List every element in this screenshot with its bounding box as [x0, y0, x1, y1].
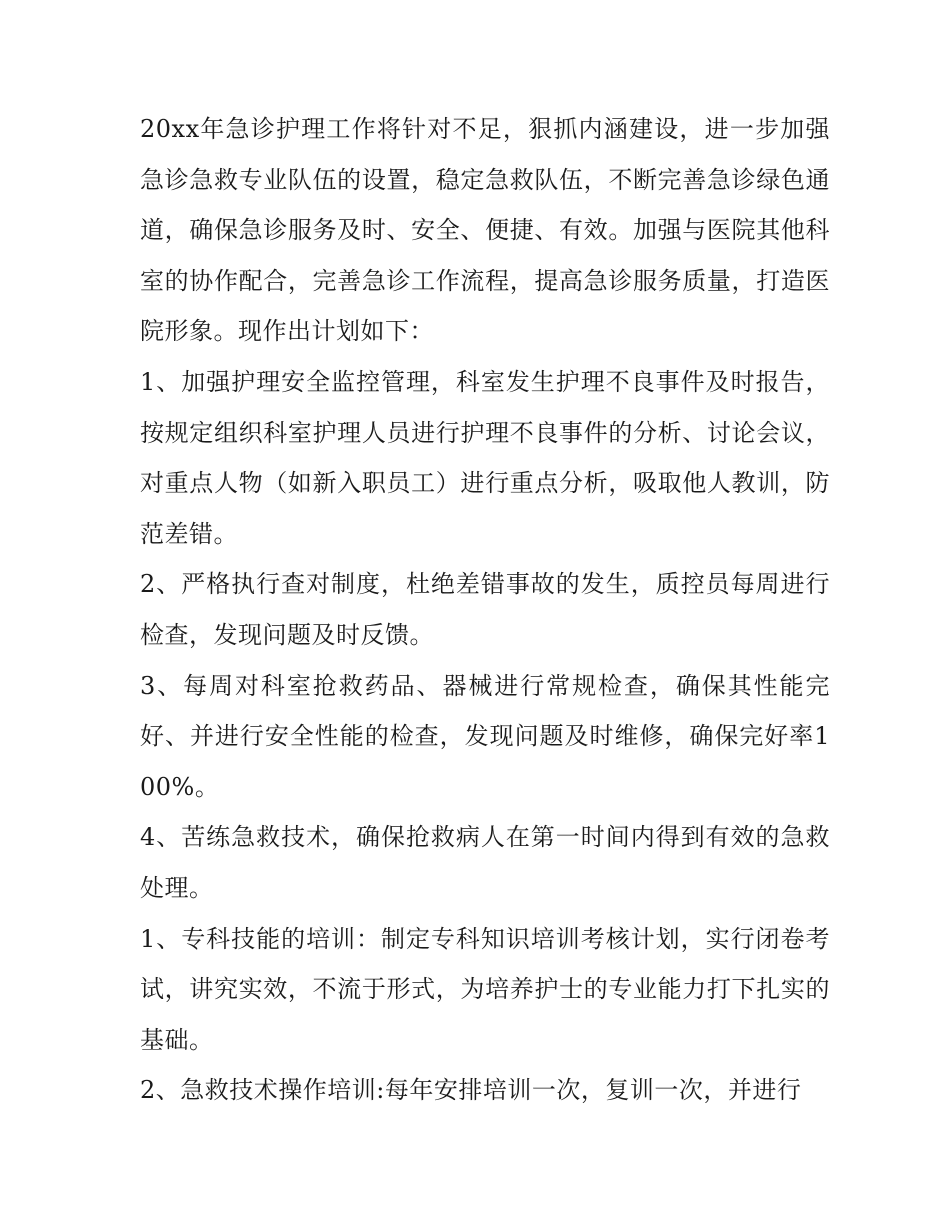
list-item-verification-system: 2、严格执行查对制度，杜绝差错事故的发生，质控员每周进行检查，发现问题及时反馈。: [140, 570, 830, 649]
intro-paragraph: 20xx年急诊护理工作将针对不足，狠抓内涵建设，进一步加强急诊急救专业队伍的设置，稳定急救队伍，不断完善急诊绿色通道，确保急诊服务及时、安全、便捷、有效。加强与医院其他科室的协作配合，完善急诊工作流程，提高急诊服务质量，打造医院形象。现作出计划如下：: [140, 115, 830, 346]
list-item-equipment-check: 3、每周对科室抢救药品、器械进行常规检查，确保其性能完好、并进行安全性能的检查，发现问题及时维修，确保完好率100%。: [140, 671, 830, 801]
list-item-specialty-training: 1、专科技能的培训：制定专科知识培训考核计划，实行闭卷考试，讲究实效，不流于形式，为培养护士的专业能力打下扎实的基础。: [140, 924, 830, 1054]
document-body: [140, 104, 830, 1116]
list-item-emergency-operation-training: 2、急救技术操作培训:每年安排培训一次，复训一次，并进行: [140, 1076, 802, 1105]
list-item-safety-monitoring: 1、加强护理安全监控管理，科室发生护理不良事件及时报告，按规定组织科室护理人员进行护理不良事件的分析、讨论会议，对重点人物（如新入职员工）进行重点分析，吸取他人教训，防范差错。: [140, 367, 830, 548]
list-item-emergency-skills: 4、苦练急救技术，确保抢救病人在第一时间内得到有效的急救处理。: [140, 823, 830, 902]
